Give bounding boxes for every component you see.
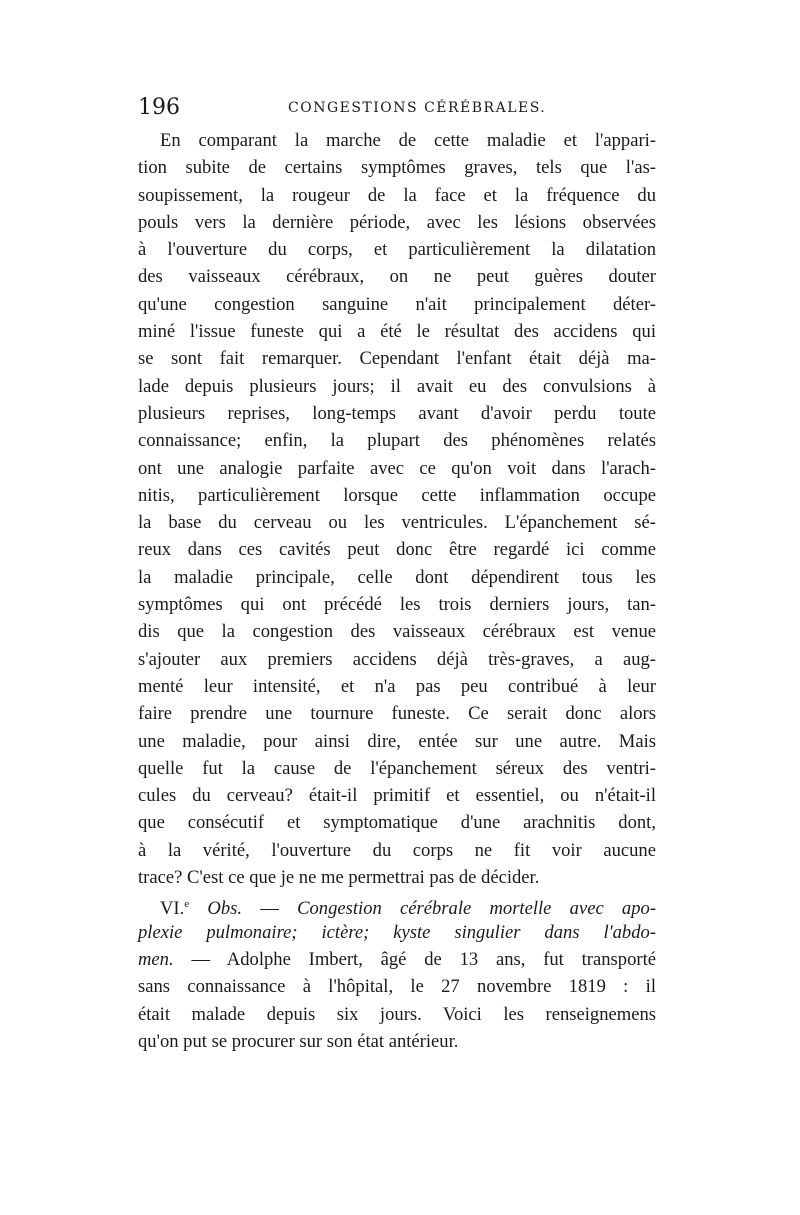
observation-text-line3 [138, 946, 656, 973]
text-line: à l'ouverture du corps, et particulièrement la dilatation [138, 239, 656, 261]
text-line: faire prendre une tournure funeste. Ce serait donc alors [138, 703, 656, 725]
text-line: dis que la congestion des vaisseaux cérébraux est venue [138, 621, 656, 643]
text-line: trace? C'est ce que je ne me permettrai pas de décider. [138, 867, 540, 889]
text-line: des vaisseaux cérébraux, on ne peut guères douter [138, 266, 656, 288]
text-line: s'ajouter aux premiers accidens déjà très-graves, a aug- [138, 648, 656, 670]
observation-line3-rest: — Adolphe Imbert, âgé de 13 ans, fut transporté [191, 948, 656, 970]
running-head: CONGESTIONS CÉRÉBRALES. [288, 100, 547, 116]
page-number: 196 [138, 95, 180, 120]
observation-title-end: men. [138, 948, 174, 970]
observation-title-line1: Congestion cérébrale mortelle avec apo- [297, 898, 657, 920]
observation-heading-line [138, 891, 656, 918]
text-line: à la vérité, l'ouverture du corps ne fit voir aucune [138, 839, 656, 861]
text-line: symptômes qui ont précédé les trois derniers jours, tan- [138, 594, 656, 616]
text-line: une maladie, pour ainsi dire, entée sur une autre. Mais [138, 730, 656, 752]
text-line: cules du cerveau? était-il primitif et essentiel, ou n'était-il [138, 785, 656, 807]
observation-label: Obs. [207, 898, 243, 920]
text-line: nitis, particulièrement lorsque cette inflammation occupe [138, 484, 656, 506]
body-text [138, 127, 656, 1055]
text-line: que consécutif et symptomatique d'une arachnitis dont, [138, 812, 656, 834]
text-line: lade depuis plusieurs jours; il avait eu des convulsions à [138, 375, 656, 397]
observation-number: VI. [160, 898, 185, 920]
observation-dash: — [260, 898, 279, 920]
text-line: soupissement, la rougeur de la face et la fréquence du [138, 184, 656, 206]
text-line: plusieurs reprises, long-temps avant d'avoir perdu toute [138, 402, 656, 424]
text-line: connaissance; enfin, la plupart des phénomènes relatés [138, 430, 656, 452]
observation-text-line5: était malade depuis six jours. Voici les renseignemens [138, 1003, 656, 1025]
text-line: se sont fait remarquer. Cependant l'enfant était déjà ma- [138, 348, 656, 370]
text-line: menté leur intensité, et n'a pas peu contribué à leur [138, 675, 656, 697]
text-line: pouls vers la dernière période, avec les lésions observées [138, 211, 656, 233]
text-line: En comparant la marche de cette maladie et l'appari- [160, 130, 656, 151]
text-line: ont une analogie parfaite avec ce qu'on voit dans l'arach- [138, 457, 656, 479]
text-line: quelle fut la cause de l'épanchement séreux des ventri- [138, 757, 656, 779]
observation-superscript: e [184, 898, 190, 911]
observation-text-line6: qu'on put se procurer sur son état antérieur. [138, 1030, 459, 1052]
text-line: qu'une congestion sanguine n'ait principalement déter- [138, 293, 656, 315]
paragraph-discussion [138, 127, 656, 891]
text-line: miné l'issue funeste qui a été le résultat des accidens qui [138, 321, 656, 343]
observation-title-line2: plexie pulmonaire; ictère; kyste singulier dans l'abdo- [138, 921, 656, 943]
text-line: tion subite de certains symptômes graves, tels que l'as- [138, 157, 656, 179]
page-header [138, 95, 658, 125]
paragraph-observation [138, 891, 656, 1055]
text-line: la maladie principale, celle dont dépendirent tous les [138, 566, 656, 588]
text-line: la base du cerveau ou les ventricules. L'épanchement sé- [138, 512, 656, 534]
text-line: reux dans ces cavités peut donc être regardé ici comme [138, 539, 656, 561]
observation-text-line4: sans connaissance à l'hôpital, le 27 novembre 1819 : il [138, 976, 656, 998]
